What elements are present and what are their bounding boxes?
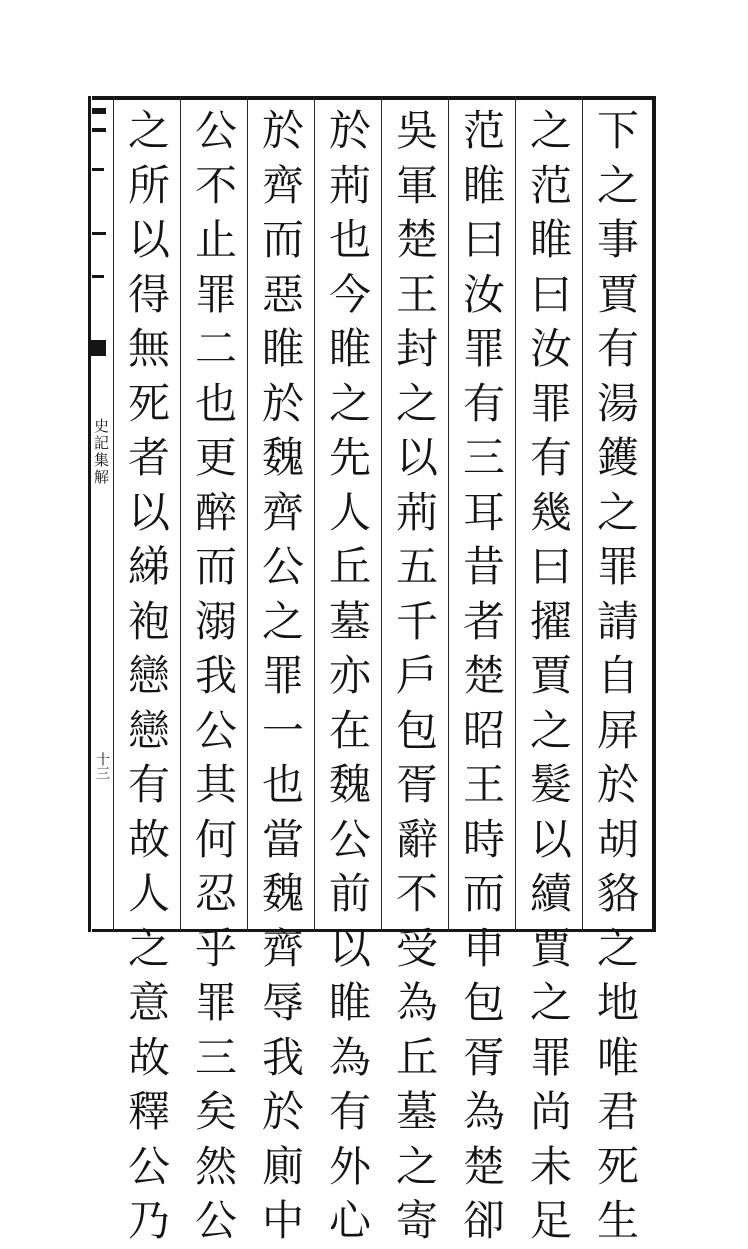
character: 不 <box>395 869 438 918</box>
character: 胥 <box>395 760 438 809</box>
fold-ornament <box>92 128 106 132</box>
character: 我 <box>261 1032 304 1082</box>
character: 公 <box>194 705 237 755</box>
character: 受 <box>395 923 438 973</box>
character: 范 <box>529 160 572 210</box>
character: 於 <box>328 106 371 155</box>
text-column-6 <box>255 104 311 1249</box>
character: 更 <box>194 433 237 482</box>
character: 鑊 <box>596 433 639 482</box>
character: 汝 <box>462 269 505 319</box>
character: 屏 <box>596 705 639 755</box>
character: 丘 <box>328 542 371 591</box>
column-divider <box>180 96 181 932</box>
character: 請 <box>596 596 639 646</box>
text-column-7 <box>188 104 244 1249</box>
character: 前 <box>328 869 371 918</box>
character: 賈 <box>529 923 572 973</box>
character: 不 <box>194 160 237 210</box>
character: 曰 <box>529 542 572 591</box>
character: 封 <box>395 324 438 373</box>
character: 楚 <box>462 1141 505 1191</box>
character: 之 <box>261 596 304 646</box>
character: 所 <box>127 160 170 210</box>
character: 一 <box>261 705 304 755</box>
character: 得 <box>127 269 170 319</box>
column-divider <box>314 96 315 932</box>
character: 者 <box>462 596 505 646</box>
column-divider <box>113 96 114 932</box>
character: 幾 <box>529 487 572 537</box>
text-column-1 <box>590 104 646 1249</box>
page-number: 十三 <box>94 752 110 780</box>
character: 辭 <box>395 814 438 864</box>
character: 何 <box>194 814 237 864</box>
character: 人 <box>328 487 371 537</box>
character: 丘 <box>395 1032 438 1082</box>
character: 齊 <box>261 160 304 210</box>
character: 睢 <box>462 160 505 210</box>
character: 王 <box>395 269 438 319</box>
character: 之 <box>395 1141 438 1191</box>
character: 之 <box>529 106 572 155</box>
character: 五 <box>395 542 438 591</box>
character: 戀 <box>127 705 170 755</box>
character: 之 <box>127 923 170 973</box>
character: 地 <box>596 978 639 1027</box>
character: 事 <box>596 215 639 264</box>
character: 死 <box>127 378 170 428</box>
character: 忍 <box>194 869 237 918</box>
character: 申 <box>462 923 505 973</box>
character: 以 <box>395 433 438 482</box>
character: 荊 <box>395 487 438 537</box>
character: 湯 <box>596 378 639 428</box>
character: 然 <box>194 1141 237 1191</box>
character: 罪 <box>194 978 237 1027</box>
character: 止 <box>194 215 237 264</box>
character: 故 <box>127 814 170 864</box>
character: 戀 <box>127 651 170 700</box>
character: 乃 <box>127 1196 170 1245</box>
character: 無 <box>127 324 170 373</box>
character: 罪 <box>529 378 572 428</box>
character: 齊 <box>261 487 304 537</box>
character: 罪 <box>261 651 304 700</box>
character: 故 <box>127 1032 170 1082</box>
character: 二 <box>194 324 237 373</box>
fold-ornament <box>92 232 106 235</box>
character: 公 <box>194 106 237 155</box>
character: 君 <box>596 1087 639 1136</box>
character: 之 <box>127 106 170 155</box>
character: 汝 <box>529 324 572 373</box>
character: 千 <box>395 596 438 646</box>
character: 尚 <box>529 1087 572 1136</box>
character: 貉 <box>596 869 639 918</box>
character: 有 <box>596 324 639 373</box>
character: 睢 <box>261 324 304 373</box>
column-divider <box>582 96 583 932</box>
character: 先 <box>328 433 371 482</box>
character: 包 <box>462 978 505 1027</box>
character: 於 <box>596 760 639 809</box>
character: 魏 <box>261 869 304 918</box>
character: 而 <box>462 869 505 918</box>
character: 而 <box>194 542 237 591</box>
text-column-5 <box>322 104 378 1249</box>
character: 三 <box>462 433 505 482</box>
character: 足 <box>529 1196 572 1245</box>
character: 之 <box>596 487 639 537</box>
character: 睢 <box>328 978 371 1027</box>
character: 亦 <box>328 651 371 700</box>
character: 髮 <box>529 760 572 809</box>
character: 為 <box>328 1032 371 1082</box>
character: 續 <box>529 869 572 918</box>
character: 為 <box>395 978 438 1027</box>
character: 之 <box>529 978 572 1027</box>
character: 溺 <box>194 596 237 646</box>
text-column-4 <box>389 104 445 1249</box>
character: 在 <box>328 705 371 755</box>
character: 於 <box>261 378 304 428</box>
character: 乎 <box>194 923 237 973</box>
character: 罪 <box>596 542 639 591</box>
fold-ornament <box>92 108 106 114</box>
character: 時 <box>462 814 505 864</box>
character: 為 <box>462 1087 505 1136</box>
character: 醉 <box>194 487 237 537</box>
character: 者 <box>127 433 170 482</box>
character: 戶 <box>395 651 438 700</box>
character: 釋 <box>127 1087 170 1136</box>
character: 下 <box>596 106 639 155</box>
character: 生 <box>596 1196 639 1245</box>
text-column-3 <box>456 104 512 1249</box>
character: 曰 <box>529 269 572 319</box>
fold-ornament <box>92 168 104 171</box>
character: 以 <box>127 487 170 537</box>
character: 唯 <box>596 1032 639 1082</box>
character: 賈 <box>596 269 639 319</box>
character: 我 <box>194 651 237 700</box>
text-column-2 <box>523 104 579 1249</box>
character: 有 <box>462 378 505 428</box>
character: 有 <box>328 1087 371 1136</box>
character: 罪 <box>462 324 505 373</box>
fold-ornament <box>92 275 104 278</box>
character: 廁 <box>261 1141 304 1191</box>
character: 於 <box>261 1087 304 1136</box>
book-title: 史記集解 <box>92 418 110 486</box>
text-column-8 <box>121 104 177 1249</box>
character: 也 <box>328 215 371 264</box>
column-divider <box>515 96 516 932</box>
character: 未 <box>529 1141 572 1191</box>
character: 也 <box>194 378 237 428</box>
character: 魏 <box>328 760 371 809</box>
character: 昭 <box>462 705 505 755</box>
character: 今 <box>328 269 371 319</box>
character: 有 <box>127 760 170 809</box>
character: 范 <box>462 106 505 155</box>
character: 公 <box>261 542 304 591</box>
character: 王 <box>462 760 505 809</box>
character: 矣 <box>194 1087 237 1136</box>
character: 死 <box>596 1141 639 1191</box>
column-divider <box>381 96 382 932</box>
character: 罪 <box>529 1032 572 1082</box>
fold-margin <box>88 96 112 932</box>
character: 軍 <box>395 160 438 210</box>
character: 荊 <box>328 160 371 210</box>
character: 惡 <box>261 269 304 319</box>
character: 胥 <box>462 1032 505 1082</box>
character: 之 <box>529 705 572 755</box>
character: 擢 <box>529 596 572 646</box>
fish-tail-mark <box>90 340 106 356</box>
character: 寄 <box>395 1196 438 1245</box>
character: 外 <box>328 1141 371 1191</box>
character: 於 <box>261 106 304 155</box>
character: 綈 <box>127 542 170 591</box>
character: 人 <box>127 869 170 918</box>
character: 墓 <box>395 1087 438 1136</box>
character: 賈 <box>529 651 572 700</box>
character: 魏 <box>261 433 304 482</box>
character: 公 <box>194 1196 237 1245</box>
column-divider <box>247 96 248 932</box>
character: 睢 <box>529 215 572 264</box>
character: 耳 <box>462 487 505 537</box>
character: 楚 <box>395 215 438 264</box>
character: 三 <box>194 1032 237 1082</box>
character: 公 <box>328 814 371 864</box>
character: 中 <box>261 1196 304 1245</box>
character: 墓 <box>328 596 371 646</box>
character: 楚 <box>462 651 505 700</box>
character: 胡 <box>596 814 639 864</box>
character: 有 <box>529 433 572 482</box>
column-divider <box>448 96 449 932</box>
character: 睢 <box>328 324 371 373</box>
character: 之 <box>395 378 438 428</box>
character: 自 <box>596 651 639 700</box>
character: 之 <box>596 923 639 973</box>
character: 曰 <box>462 215 505 264</box>
character: 而 <box>261 215 304 264</box>
character: 包 <box>395 705 438 755</box>
character: 罪 <box>194 269 237 319</box>
character: 昔 <box>462 542 505 591</box>
character: 之 <box>596 160 639 210</box>
character: 之 <box>328 378 371 428</box>
character: 卻 <box>462 1196 505 1245</box>
character: 以 <box>328 923 371 973</box>
character: 心 <box>328 1196 371 1245</box>
character: 也 <box>261 760 304 809</box>
character: 以 <box>529 814 572 864</box>
character: 其 <box>194 760 237 809</box>
character: 袍 <box>127 596 170 646</box>
character: 吳 <box>395 106 438 155</box>
character: 齊 <box>261 923 304 973</box>
character: 當 <box>261 814 304 864</box>
character: 公 <box>127 1141 170 1191</box>
character: 辱 <box>261 978 304 1027</box>
character: 意 <box>127 978 170 1027</box>
character: 以 <box>127 215 170 264</box>
